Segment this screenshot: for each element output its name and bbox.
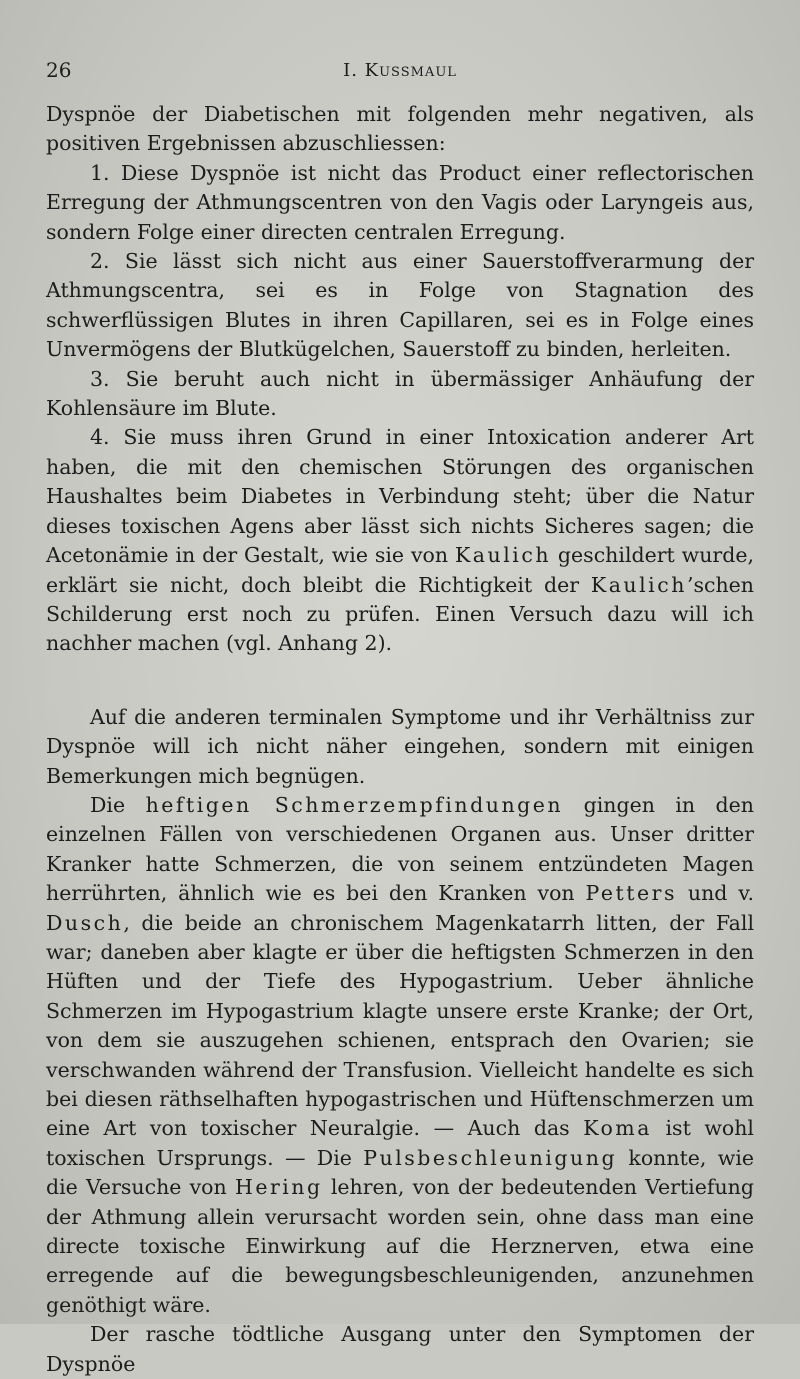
page-number: 26 — [46, 58, 72, 82]
author-name-kaulich-2: Kaulich — [590, 572, 687, 597]
paragraph-point-1: 1. Diese Dyspnöe ist nicht das Product einer reflectorischen Erregung der Athmungscentren von den Vagis oder Laryngeis aus, sondern Folge einer directen centralen Erregung. — [46, 160, 754, 244]
text-run: konnte, wie die Versuche von — [46, 1145, 755, 1200]
running-head: I. Kussmaul — [343, 60, 457, 81]
paragraph-continuation: Dyspnöe der Diabetischen mit folgenden mehr negativen, als positiven Ergebnissen abzuschliessen: — [46, 102, 754, 156]
text-run: gingen in den einzelnen Fällen von verschiedenen Organen aus. Unser dritter Kranker hatte Schmerzen, die von seinem entzündeten Magen herrührten, ähnlich wie es bei den Kranken von — [46, 792, 755, 906]
text-run: lehren, von der bedeutenden Vertiefung der Athmung allein verursacht worden sein, ohne dass man eine directe toxische Einwirkung auf die Herznerven, etwa eine erregende auf die bewegungsbeschleunigenden, anzunehmen genöthigt wäre. — [46, 1175, 754, 1317]
text-run: und v. — [676, 881, 754, 906]
text-run: , die beide an chronischem Magenkatarrh litten, der Fall war; daneben aber klagte er über die heftigsten Schmerzen in den Hüften und der Tiefe des Hypogastrium. Ueber ähnliche Schmerzen im Hypogastrium klagte unsere erste Kranke; der Ort, von dem sie auszugehen schienen, entsprach den Ovarien; sie verschwanden während der Transfusion. Vielleicht handelte es sich bei diesen räthselhaften hypogastrischen und Hüftenschmerzen um eine Art von toxischer Neuralgie. — Auch das — [46, 910, 754, 1141]
emphasis-schmerzempfindungen: heftigen Schmerzempfindungen — [145, 792, 564, 817]
text-run: 4. Sie muss ihren Grund in einer Intoxication anderer Art haben, die mit den chemischen Störungen des organischen Haushaltes beim Diabetes in Verbindung steht; über die Natur dieses toxischen Agens aber lässt sich nichts Sicheres sagen; die Acetonämie in der Gestalt, wie sie von — [46, 425, 754, 568]
page-header — [46, 58, 754, 86]
author-name-kaulich: Kaulich — [454, 543, 552, 568]
paragraph-pain — [46, 791, 754, 1320]
paragraph-point-4 — [46, 423, 754, 658]
paragraph-symptoms: Auf die anderen terminalen Symptome und ihr Verhältniss zur Dyspnöe will ich nicht näher eingehen, sondern mit einigen Bemerkungen mich begnügen. — [46, 704, 754, 788]
text-run: geschildert wurde, erklärt sie nicht, doch bleibt die Richtigkeit der — [46, 543, 754, 597]
paragraph-point-2: 2. Sie lässt sich nicht aus einer Sauerstoffverarmung der Athmungscentra, sei es in Folge von Stagnation des schwerflüssigen Blutes in ihren Capillaren, sei es in Folge eines Unvermögens der Blutkügelchen, Sauerstoff zu binden, herleiten. — [46, 249, 754, 362]
paragraph-gap — [46, 659, 754, 703]
author-name-dusch: Dusch — [46, 910, 124, 935]
author-name-petters: Petters — [585, 881, 677, 906]
emphasis-koma: Koma — [583, 1116, 652, 1141]
body-text — [46, 100, 754, 1379]
text-run: ’schen Schilderung erst noch zu prüfen. Einen Versuch dazu will ich nachher machen (vgl. Anhang 2). — [46, 572, 754, 656]
text-run: Die — [90, 792, 146, 817]
paragraph-outcome: Der rasche tödtliche Ausgang unter den Symptomen der Dyspnöe — [46, 1322, 754, 1376]
paragraph-point-3: 3. Sie beruht auch nicht in übermässiger Anhäufung der Kohlensäure im Blute. — [46, 366, 754, 421]
author-name-hering: Hering — [234, 1175, 323, 1200]
text-run: ist wohl toxischen Ursprungs. — Die — [46, 1116, 754, 1170]
emphasis-pulsbeschleunigung: Pulsbeschleunigung — [363, 1145, 618, 1170]
